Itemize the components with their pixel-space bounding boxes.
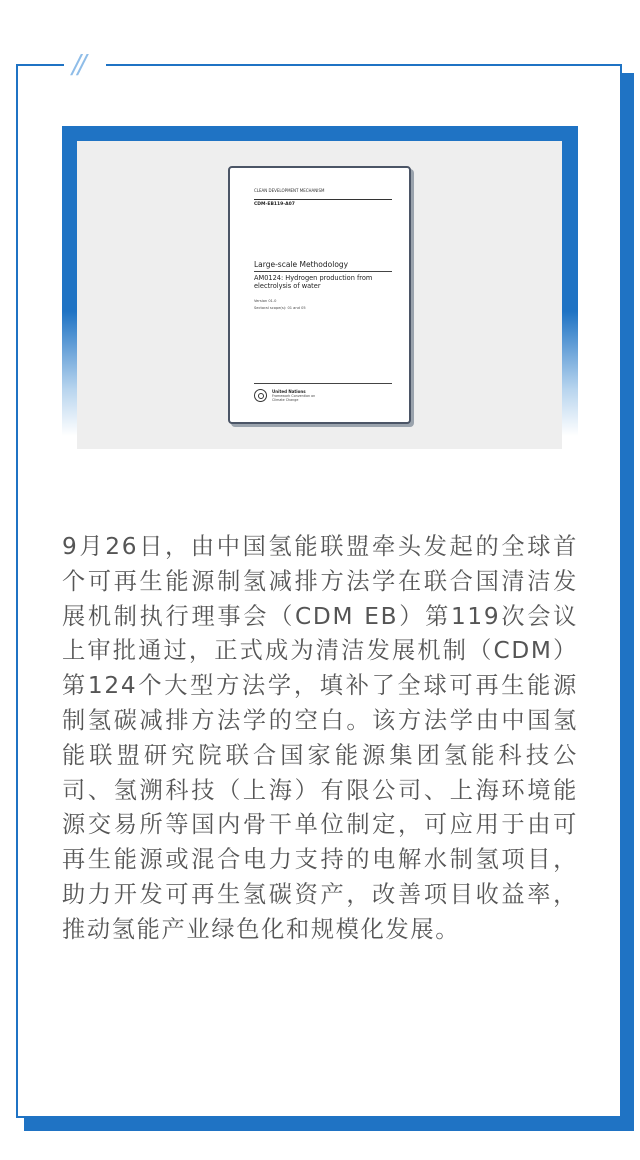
doc-org-subtitle: Climate Change — [272, 398, 299, 402]
doc-org-subtitle: Framework Convention on — [272, 394, 316, 398]
doc-title: Large-scale Methodology — [254, 260, 349, 269]
doc-code: CDM-EB119-A07 — [254, 202, 295, 207]
unfccc-logo-icon — [254, 389, 267, 402]
doc-version: Version 01.0 — [254, 299, 277, 303]
slash-decoration: // — [72, 50, 84, 80]
doc-rule — [254, 383, 392, 384]
doc-org-name: United Nations — [272, 389, 306, 394]
doc-rule — [254, 271, 392, 272]
article-paragraph: 9月26日，由中国氢能联盟牵头发起的全球首个可再生能源制氢减排方法学在联合国清洁发展机制执行理事会（CDM EB）第119次会议上审批通过，正式成为清洁发展机制（CDM）第124个大型方法学，填补了全球可再生能源制氢碳减排方法学的空白。该方法学由中国氢能联盟研究院联合国家能源集团氢能科技公司、氢溯科技（上海）有限公司、上海环境能源交易所等国内骨干单位制定，可应用于由可再生能源或混合电力支持的电解水制氢项目，助力开发可再生氢碳资产，改善项目收益率，推动氢能产业绿色化和规模化发展。 — [62, 533, 578, 943]
doc-sectoral-scope: Sectoral scope(s): 01 and 05 — [254, 306, 306, 310]
methodology-document-image — [228, 166, 411, 424]
doc-rule — [254, 199, 392, 200]
doc-subtitle: AM0124: Hydrogen production from electrolysis of water — [254, 274, 373, 290]
doc-header-label: CLEAN DEVELOPMENT MECHANISM — [254, 188, 325, 193]
border-gap — [64, 56, 106, 76]
